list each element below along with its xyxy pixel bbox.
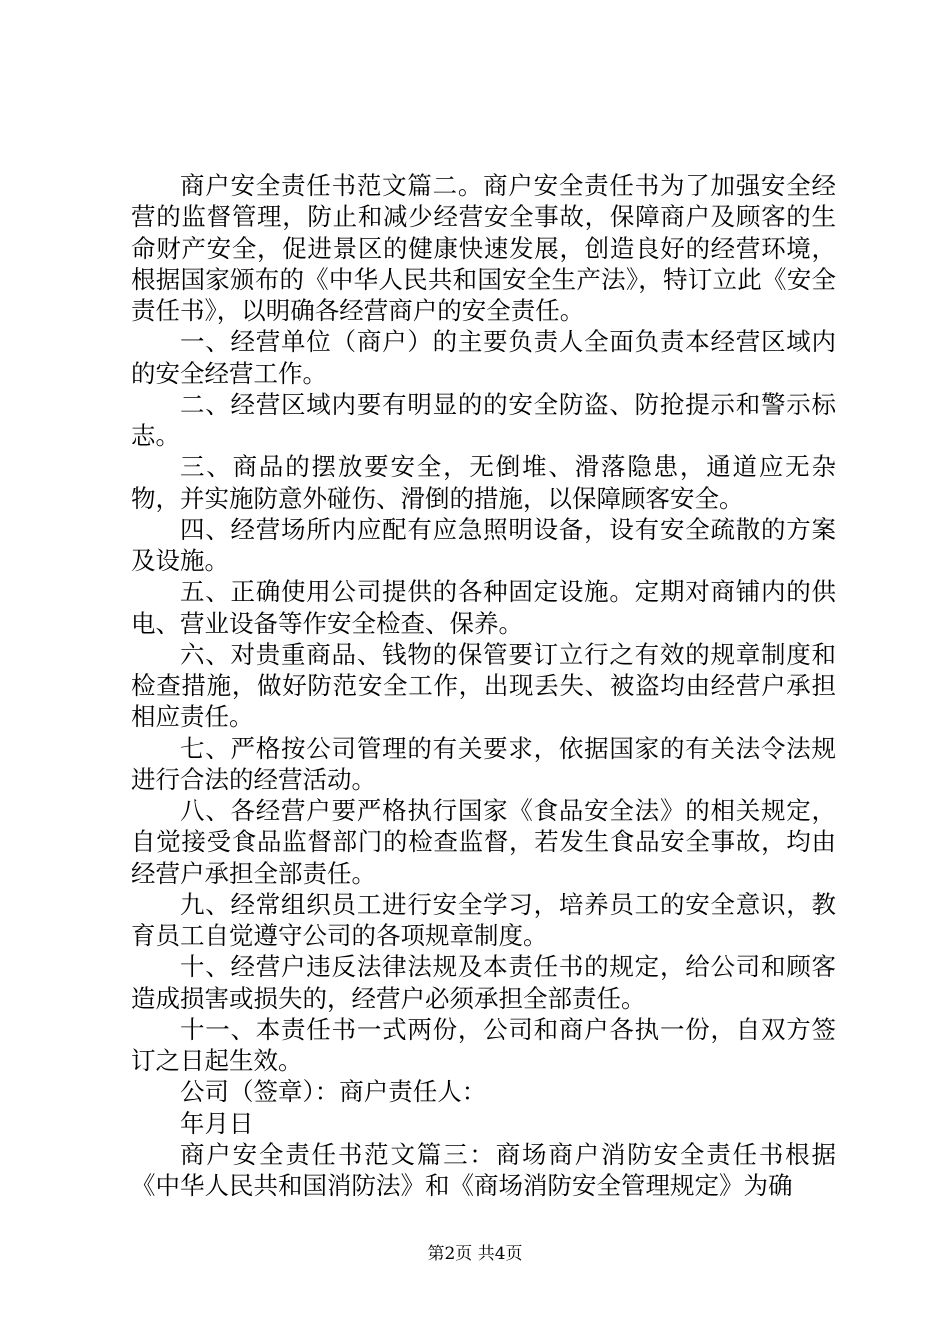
paragraph-clause-5: 五、正确使用公司提供的各种固定设施。定期对商铺内的供电、营业设备等作安全检查、保养。: [131, 577, 836, 638]
paragraph-clause-3: 三、商品的摆放要安全，无倒堆、滑落隐患，通道应无杂物，并实施防意外碰伤、滑倒的措施，以保障顾客安全。: [131, 452, 836, 513]
signature-line: 公司（签章）：商户责任人：: [180, 1077, 487, 1107]
paragraph-clause-7: 七、严格按公司管理的有关要求，依据国家的有关法令法规进行合法的经营活动。: [131, 733, 836, 794]
paragraph-clause-4: 四、经营场所内应配有应急照明设备，设有安全疏散的方案及设施。: [131, 514, 836, 575]
paragraph-clause-2: 二、经营区域内要有明显的的安全防盗、防抢提示和警示标志。: [131, 389, 836, 450]
page-footer: [0, 1243, 950, 1265]
paragraph-clause-1: 一、经营单位（商户）的主要负责人全面负责本经营区域内的安全经营工作。: [131, 327, 836, 388]
paragraph-clause-9: 九、经常组织员工进行安全学习，培养员工的安全意识，教育员工自觉遵守公司的各项规章制度。: [131, 889, 836, 950]
paragraph-clause-10: 十、经营户违反法律法规及本责任书的规定，给公司和顾客造成损害或损失的，经营户必须承担全部责任。: [131, 952, 836, 1013]
date-line: 年月日: [180, 1108, 254, 1138]
paragraph-clause-8: 八、各经营户要严格执行国家《食品安全法》的相关规定，自觉接受食品监督部门的检查监督，若发生食品安全事故，均由经营户承担全部责任。: [131, 796, 836, 888]
paragraph-clause-6: 六、对贵重商品、钱物的保管要订立行之有效的规章制度和检查措施，做好防范安全工作，出现丢失、被盗均由经营户承担相应责任。: [131, 639, 836, 732]
paragraph-clause-11: 十一、本责任书一式两份，公司和商户各执一份，自双方签订之日起生效。: [131, 1014, 836, 1075]
paragraph-intro: 商户安全责任书范文篇二。商户安全责任书为了加强安全经营的监督管理，防止和减少经营安全事故，保障商户及顾客的生命财产安全，促进景区的健康快速发展，创造良好的经营环境，根据国家颁布的《中华人民共和国安全生产法》，特订立此《安全责任书》，以明确各经营商户的安全责任。: [131, 171, 836, 325]
page-indicator: 第2页 共4页: [427, 1244, 523, 1264]
document-body: [131, 170, 836, 1201]
paragraph-section-3: 商户安全责任书范文篇三：商场商户消防安全责任书根据《中华人民共和国消防法》和《商场消防安全管理规定》为确: [131, 1139, 836, 1200]
